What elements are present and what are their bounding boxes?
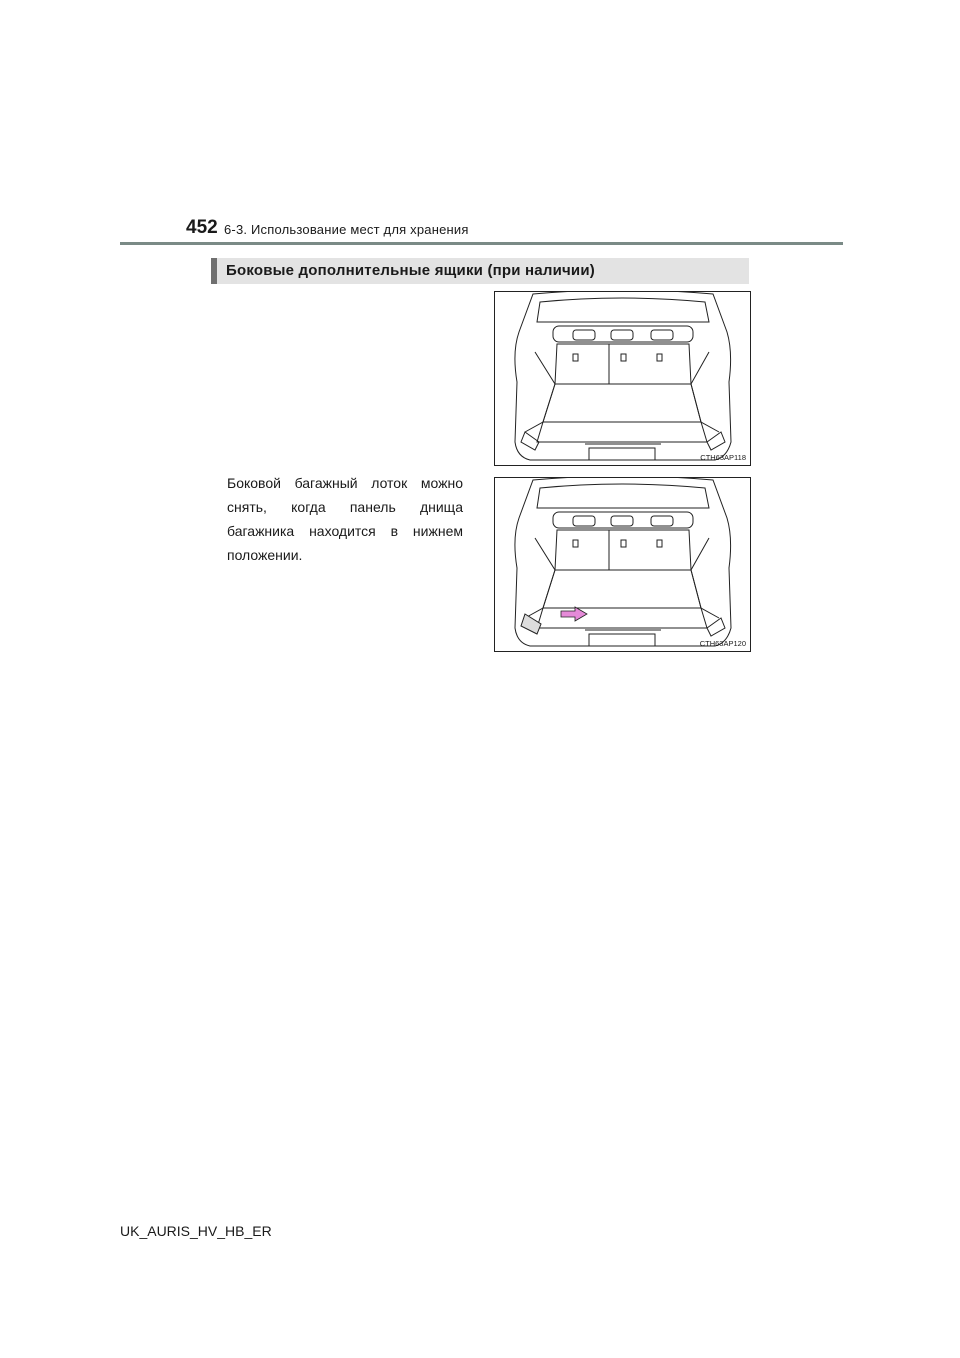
section-heading-accent xyxy=(211,258,217,284)
page-number: 452 xyxy=(186,217,218,238)
body-paragraph: Боковой багажный лоток можно снять, когда панель днища багажника находится в нижнем положении. xyxy=(227,475,463,563)
trunk-illustration-2 xyxy=(494,477,751,652)
trunk-drawing xyxy=(495,292,750,465)
figure-code: CTH63AP118 xyxy=(700,453,746,462)
header-divider xyxy=(120,242,843,245)
arrow-icon xyxy=(561,607,587,621)
trunk-illustration-1 xyxy=(494,291,751,466)
document-footer: UK_AURIS_HV_HB_ER xyxy=(120,1223,272,1239)
figure-code: CTH63AP120 xyxy=(699,639,746,648)
section-heading: Боковые дополнительные ящики (при наличии) xyxy=(226,262,595,279)
trunk-drawing xyxy=(495,478,750,651)
section-title: 6-3. Использование мест для хранения xyxy=(224,222,469,237)
